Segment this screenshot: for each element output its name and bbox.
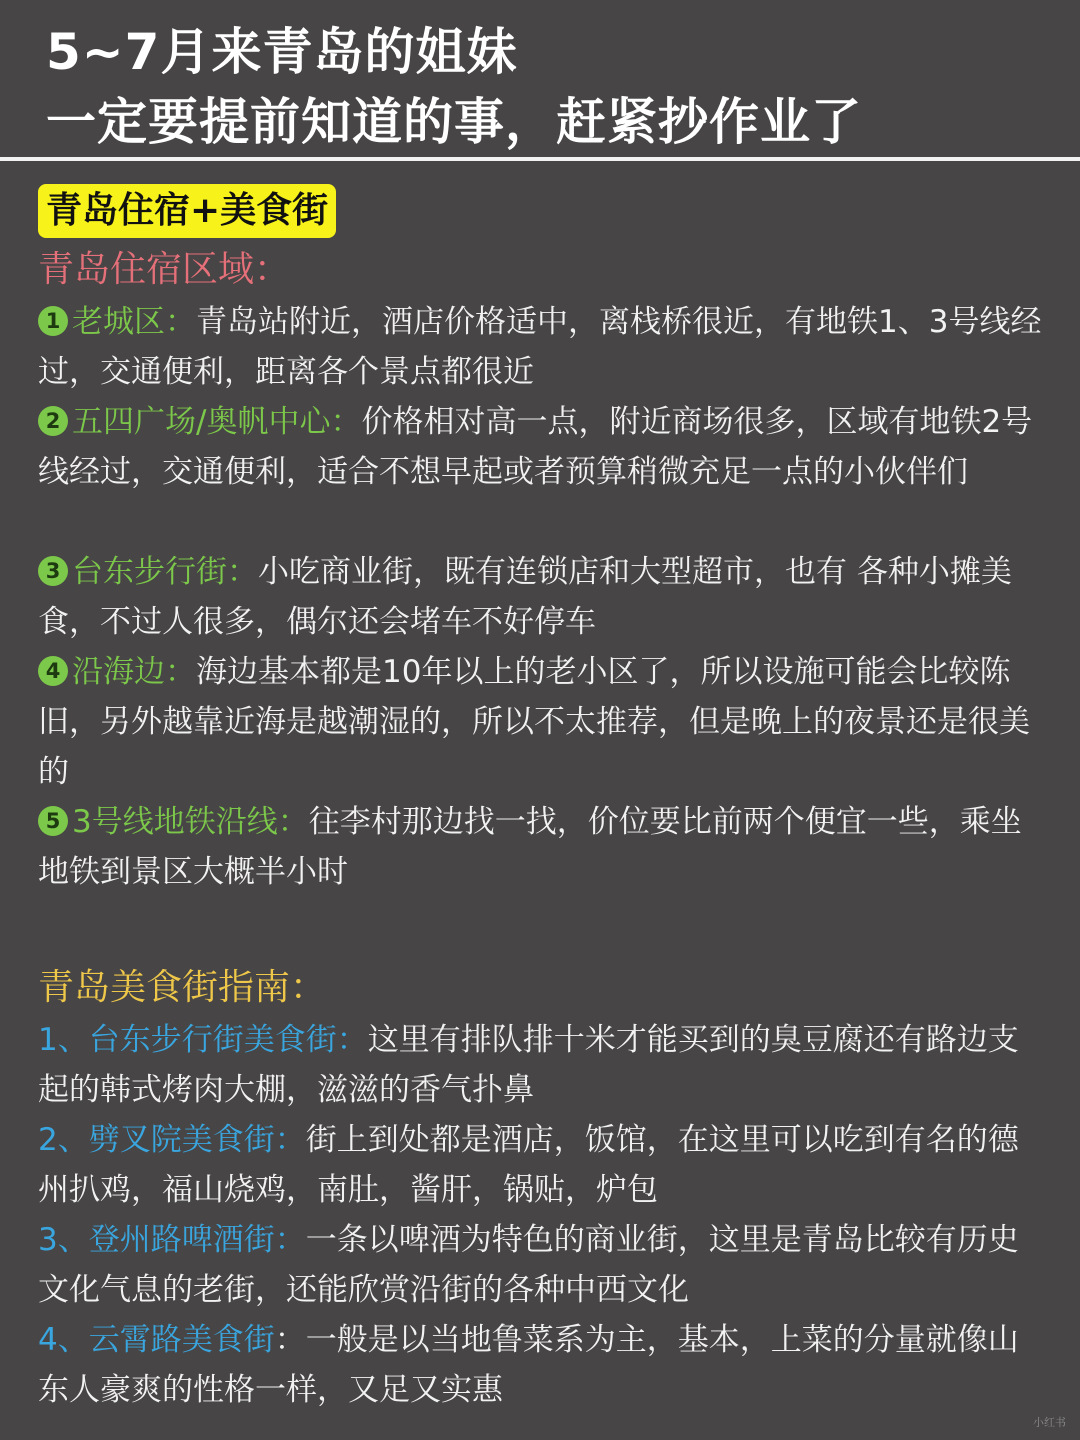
stay-item-5: [38, 797, 1048, 897]
page-title-line-1: 5~7月来青岛的姐妹: [46, 23, 518, 81]
food-item-1: [38, 1015, 1048, 1115]
section-tag: 青岛住宿+美食街: [38, 184, 336, 238]
food-item-text: 街上到处都是酒店，饭馆，在这里可以吃到有名的德州扒鸡，福山烧鸡，南肚，酱肝，锅贴，炉包: [38, 1122, 1019, 1208]
number-badge-icon: 3: [38, 556, 68, 586]
stay-item-4: [38, 647, 1048, 797]
number-badge-icon: 4: [38, 656, 68, 686]
watermark: 小红书: [1033, 1416, 1066, 1429]
number-badge-icon: 1: [38, 306, 68, 336]
food-item-2: [38, 1115, 1048, 1215]
number-badge-icon: 5: [38, 806, 68, 836]
stay-item-3: [38, 547, 1048, 647]
food-item-text: 一般是以当地鲁菜系为主，基本，上菜的分量就像山东人豪爽的性格一样，又足又实惠: [38, 1322, 1019, 1408]
stay-item-label: 3号线地铁沿线：: [72, 804, 309, 840]
stay-item-label: 五四广场/奥帆中心：: [72, 404, 362, 440]
stay-item-text: 价格相对高一点，附近商场很多，区域有地铁2号线经过，交通便利，适合不想早起或者预算稍微充足一点的小伙伴们: [38, 404, 1033, 490]
title-divider: [0, 157, 1080, 161]
stay-heading: 青岛住宿区域：: [38, 249, 291, 290]
stay-item-label: 台东步行街：: [72, 554, 258, 590]
food-item-label: 4、云霄路美食街: [38, 1322, 275, 1358]
stay-item-text: 青岛站附近，酒店价格适中，离栈桥很近，有地铁1、3号线经过，交通便利，距离各个景点都很近: [38, 304, 1042, 390]
food-item-3: [38, 1215, 1048, 1315]
stay-item-2: [38, 397, 1048, 497]
food-item-label: 1、台东步行街美食街：: [38, 1022, 368, 1058]
food-heading: 青岛美食街指南：: [38, 967, 327, 1008]
food-item-text: 一条以啤酒为特色的商业街，这里是青岛比较有历史文化气息的老街，还能欣赏沿街的各种中西文化: [38, 1222, 1019, 1308]
page-title-line-2: 一定要提前知道的事，赶紧抄作业了: [46, 93, 862, 151]
food-item-label: 3、登州路啤酒街：: [38, 1222, 306, 1258]
header: [0, 0, 1080, 158]
number-badge-icon: 2: [38, 406, 68, 436]
food-item-label: 2、劈叉院美食街：: [38, 1122, 306, 1158]
food-item-separator: ：: [274, 1322, 306, 1358]
stay-item-text: 往李村那边找一找，价位要比前两个便宜一些，乘坐地铁到景区大概半小时: [38, 804, 1022, 890]
food-item-text: 这里有排队排十米才能买到的臭豆腐还有路边支起的韩式烤肉大棚，滋滋的香气扑鼻: [38, 1022, 1019, 1108]
stay-item-text: 海边基本都是10年以上的老小区了，所以设施可能会比较陈旧，另外越靠近海是越潮湿的，所以不太推荐，但是晚上的夜景还是很美的: [38, 654, 1030, 790]
stay-item-1: [38, 297, 1048, 397]
stay-item-label: 沿海边：: [72, 654, 196, 690]
stay-item-label: 老城区：: [72, 304, 196, 340]
stay-item-text: 小吃商业街，既有连锁店和大型超市，也有 各种小摊美食，不过人很多，偶尔还会堵车不好停车: [38, 554, 1012, 640]
food-item-4: [38, 1315, 1048, 1415]
